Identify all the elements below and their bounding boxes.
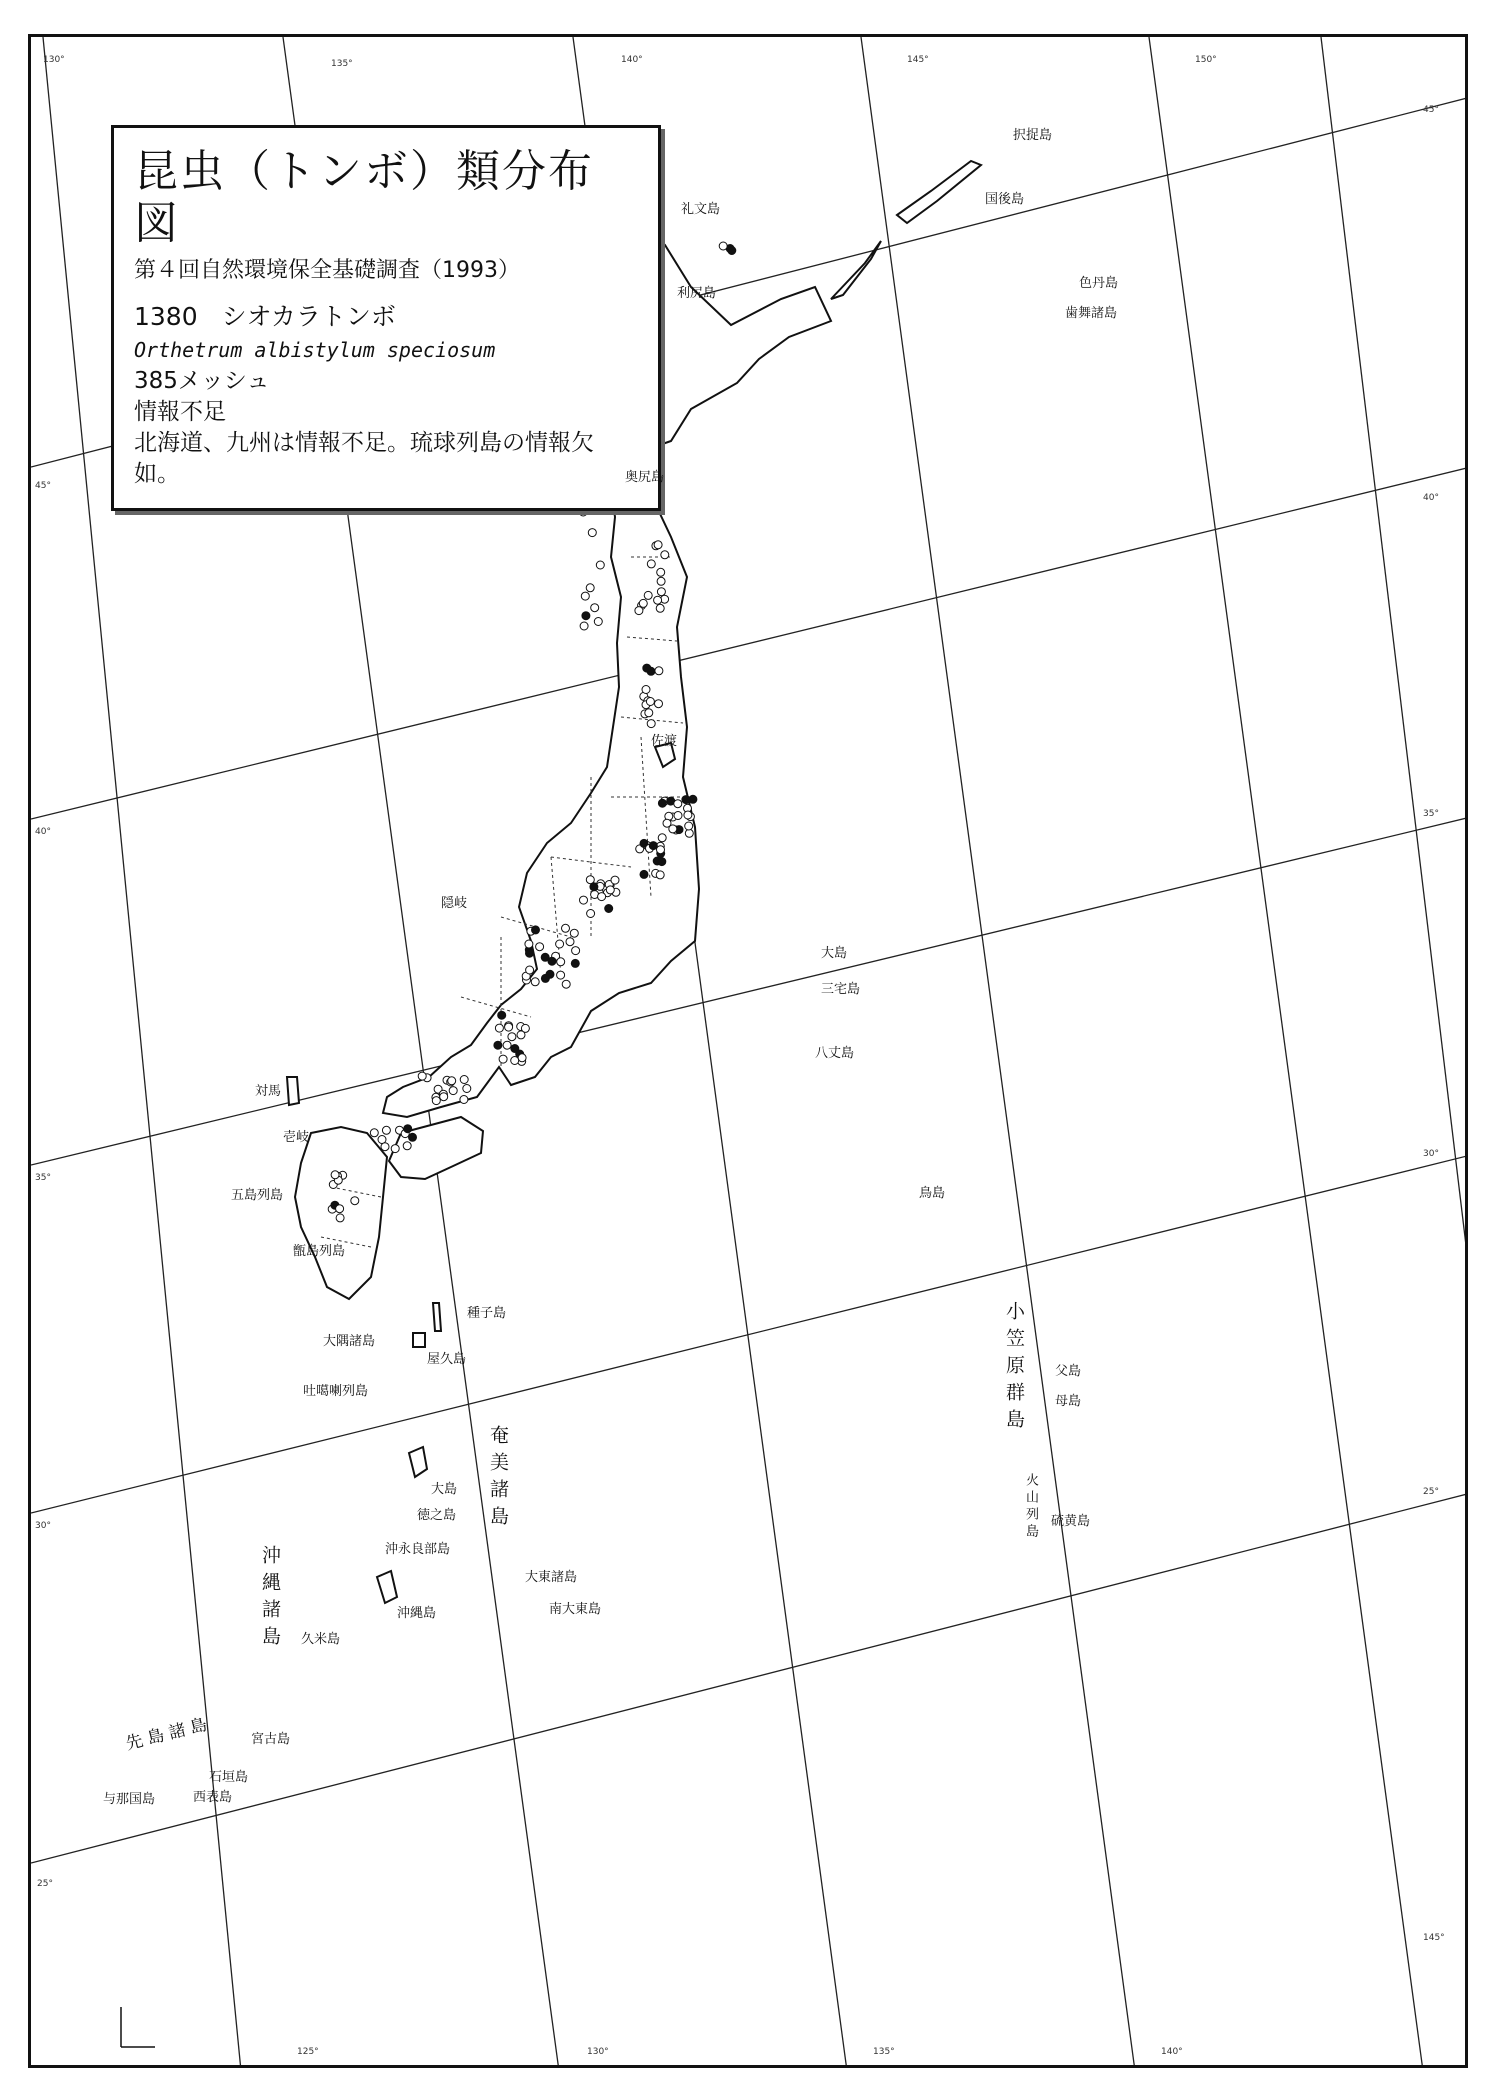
distribution-point <box>331 1171 339 1179</box>
distribution-point <box>647 720 655 728</box>
label-oshima-izu: 大島 <box>821 946 848 961</box>
distribution-point <box>382 1126 390 1134</box>
distribution-point <box>594 618 602 626</box>
label-sado: 佐渡 <box>651 734 678 749</box>
distribution-point <box>391 1145 399 1153</box>
distribution-point <box>606 886 614 894</box>
distribution-point <box>541 974 549 982</box>
distribution-point <box>598 893 606 901</box>
distribution-point <box>536 943 544 951</box>
label-koshiki: 甑島列島 <box>293 1244 346 1259</box>
distribution-point <box>580 896 588 904</box>
distribution-point <box>460 1096 468 1104</box>
label-daito: 大東諸島 <box>525 1570 578 1585</box>
label-osumi: 大隅諸島 <box>323 1334 376 1349</box>
scientific-name: Orthetrum albistylum speciosum <box>134 338 496 362</box>
distribution-point <box>656 871 664 879</box>
landmass-kunashiri <box>831 241 881 299</box>
species-code: 1380 <box>134 302 198 331</box>
distribution-point <box>460 1076 468 1084</box>
distribution-point <box>674 812 682 820</box>
distribution-point <box>649 842 657 850</box>
distribution-point <box>409 1133 417 1141</box>
distribution-point <box>611 876 619 884</box>
distribution-point <box>682 796 690 804</box>
landmass-yakushima <box>413 1333 425 1347</box>
label-ogasawara: 小笠原群島 <box>1003 1301 1025 1436</box>
landmass-tanegashima <box>433 1303 441 1331</box>
distribution-point <box>511 1057 519 1065</box>
label-okinawa-is: 沖縄島 <box>397 1606 437 1621</box>
distribution-point <box>562 924 570 932</box>
distribution-point <box>582 612 590 620</box>
scale-bar <box>121 2007 155 2047</box>
distribution-point <box>655 700 663 708</box>
distribution-point <box>503 1041 511 1049</box>
label-miyake: 三宅島 <box>821 982 861 997</box>
distribution-point <box>572 947 580 955</box>
tick-top-145: 145° <box>907 55 929 65</box>
label-sakishima: 先島諸島 <box>123 1713 215 1755</box>
meridian-line <box>1321 37 1468 1287</box>
distribution-point <box>498 1011 506 1019</box>
distribution-point <box>499 1055 507 1063</box>
distribution-point <box>463 1085 471 1093</box>
label-ishigaki: 石垣島 <box>209 1770 249 1785</box>
distribution-point <box>556 940 564 948</box>
distribution-point <box>635 607 643 615</box>
distribution-point <box>557 971 565 979</box>
distribution-point <box>645 709 653 717</box>
distribution-point <box>581 592 589 600</box>
distribution-point <box>644 591 652 599</box>
distribution-point <box>728 247 736 255</box>
tick-left-30: 30° <box>35 1521 51 1531</box>
label-okushiri: 奥尻島 <box>625 470 665 485</box>
tick-left-35: 35° <box>35 1173 51 1183</box>
distribution-point <box>562 980 570 988</box>
distribution-point <box>557 958 565 966</box>
distribution-point <box>525 940 533 948</box>
distribution-point <box>640 870 648 878</box>
map-frame <box>28 34 1468 2068</box>
meridian-line <box>861 37 1135 2068</box>
distribution-point <box>661 551 669 559</box>
distribution-point <box>643 664 651 672</box>
distribution-point <box>432 1097 440 1105</box>
distribution-point <box>657 846 665 854</box>
distribution-point <box>517 1031 525 1039</box>
distribution-point <box>566 938 574 946</box>
distribution-point <box>495 1024 503 1032</box>
label-hachijo: 八丈島 <box>815 1046 855 1061</box>
distribution-point <box>642 686 650 694</box>
distribution-point <box>526 949 534 957</box>
legend-box <box>111 125 661 511</box>
tick-right-45: 45° <box>1423 105 1439 115</box>
label-iriomote: 西表島 <box>193 1790 233 1805</box>
landmass-tsushima <box>287 1077 299 1105</box>
label-shikotan: 色丹島 <box>1079 276 1119 291</box>
landmass-amami <box>409 1447 427 1477</box>
tick-bottom-130: 130° <box>587 2047 609 2057</box>
label-kume: 久米島 <box>301 1632 341 1647</box>
distribution-point <box>505 1023 513 1031</box>
distribution-point <box>381 1143 389 1151</box>
distribution-point <box>587 910 595 918</box>
label-chichijima: 父島 <box>1055 1364 1082 1379</box>
label-iki: 壱岐 <box>283 1130 310 1145</box>
label-oki: 隠岐 <box>441 896 468 911</box>
label-yonaguni: 与那国島 <box>103 1792 156 1807</box>
tick-right-30: 30° <box>1423 1149 1439 1159</box>
label-tanegashima: 種子島 <box>467 1306 507 1321</box>
label-amami: 奄美諸島 <box>487 1425 509 1533</box>
distribution-point <box>654 541 662 549</box>
distribution-point <box>586 876 594 884</box>
tick-left-40: 40° <box>35 827 51 837</box>
label-goto: 五島列島 <box>231 1188 284 1203</box>
species-line <box>134 300 638 334</box>
label-tokara: 吐噶喇列島 <box>303 1384 369 1399</box>
species-name: シオカラトンボ <box>221 302 396 331</box>
distribution-point <box>586 584 594 592</box>
distribution-point <box>588 529 596 537</box>
parallel-line <box>31 1493 1468 1863</box>
distribution-point <box>571 959 579 967</box>
tick-top-150: 150° <box>1195 55 1217 65</box>
label-etorofu: 択捉島 <box>1013 128 1053 143</box>
distribution-point <box>684 811 692 819</box>
distribution-point <box>656 604 664 612</box>
label-torishima: 鳥島 <box>919 1186 946 1201</box>
tick-left-45: 45° <box>35 481 51 491</box>
distribution-point <box>674 800 682 808</box>
landmass-kyushu <box>295 1127 387 1299</box>
label-okinoerabu: 沖永良部島 <box>385 1542 451 1557</box>
distribution-point <box>532 926 540 934</box>
distribution-point <box>658 834 666 842</box>
distribution-point <box>531 978 539 986</box>
distribution-point <box>448 1077 456 1085</box>
distribution-point <box>404 1125 412 1133</box>
distribution-point <box>494 1041 502 1049</box>
tick-top-140: 140° <box>621 55 643 65</box>
tick-right-35: 35° <box>1423 809 1439 819</box>
distribution-point <box>591 604 599 612</box>
distribution-point <box>518 1054 526 1062</box>
parallel-line <box>31 1155 1468 1513</box>
distribution-point <box>440 1093 448 1101</box>
distribution-point <box>449 1087 457 1095</box>
label-minami-daito: 南大東島 <box>549 1602 602 1617</box>
landmass-etorofu <box>897 161 981 223</box>
tick-right-25: 25° <box>1423 1487 1439 1497</box>
meridian-line <box>1149 37 1423 2068</box>
mesh-count: 385メッシュ <box>134 368 270 394</box>
parallel-line <box>31 467 1468 819</box>
tick-top-130: 130° <box>43 55 65 65</box>
tick-left-25: 25° <box>37 1879 53 1889</box>
label-rebun: 礼文島 <box>681 202 721 217</box>
distribution-point <box>580 622 588 630</box>
distribution-point <box>646 698 654 706</box>
distribution-point <box>526 966 534 974</box>
distribution-point <box>647 560 655 568</box>
tick-right-145: 145° <box>1423 1933 1445 1943</box>
distribution-point <box>336 1205 344 1213</box>
label-amami-oshima: 大島 <box>431 1482 458 1497</box>
tick-bottom-125: 125° <box>297 2047 319 2057</box>
label-iwoto: 硫黄島 <box>1051 1514 1091 1529</box>
distribution-point <box>511 1045 519 1053</box>
label-habomai: 歯舞諸島 <box>1065 306 1118 321</box>
distribution-point <box>570 929 578 937</box>
label-okinawa: 沖縄諸島 <box>259 1545 281 1653</box>
label-tokunoshima: 徳之島 <box>417 1508 457 1523</box>
distribution-point <box>336 1214 344 1222</box>
distribution-point <box>418 1072 426 1080</box>
label-tsushima: 対馬 <box>255 1084 282 1099</box>
distribution-point <box>685 822 693 830</box>
label-miyako: 宮古島 <box>251 1732 291 1747</box>
distribution-point <box>639 599 647 607</box>
distribution-point <box>351 1197 359 1205</box>
distribution-point <box>685 829 693 837</box>
tick-top-135: 135° <box>331 59 353 69</box>
distribution-point <box>655 667 663 675</box>
map-title: 昆虫（トンボ）類分布図 <box>134 146 594 249</box>
survey-name: 第４回自然環境保全基礎調査（1993） <box>134 258 520 283</box>
label-rishiri: 利尻島 <box>677 286 717 301</box>
distribution-point <box>658 858 666 866</box>
distribution-point <box>370 1129 378 1137</box>
distribution-point <box>508 1033 516 1041</box>
distribution-point <box>719 242 727 250</box>
distribution-point <box>657 568 665 576</box>
label-hahajima: 母島 <box>1055 1394 1082 1409</box>
distribution-point <box>548 957 556 965</box>
tick-bottom-135: 135° <box>873 2047 895 2057</box>
label-yakushima: 屋久島 <box>427 1352 467 1367</box>
distribution-point <box>403 1142 411 1150</box>
landmass-okinawa <box>377 1571 397 1603</box>
distribution-point <box>654 596 662 604</box>
parallel-line <box>31 817 1468 1165</box>
note: 北海道、九州は情報不足。琉球列島の情報欠如。 <box>134 430 594 487</box>
distribution-point <box>658 799 666 807</box>
distribution-point <box>669 825 677 833</box>
label-kazan: 火山列島 <box>1023 1473 1038 1541</box>
landmass-shikoku <box>389 1117 483 1179</box>
tick-right-40: 40° <box>1423 493 1439 503</box>
distribution-point <box>657 588 665 596</box>
tick-bottom-140: 140° <box>1161 2047 1183 2057</box>
landmass-honshu <box>383 461 699 1117</box>
distribution-point <box>605 905 613 913</box>
distribution-point <box>596 561 604 569</box>
label-kunashiri: 国後島 <box>985 192 1025 207</box>
distribution-point <box>657 577 665 585</box>
status: 情報不足 <box>134 399 226 425</box>
